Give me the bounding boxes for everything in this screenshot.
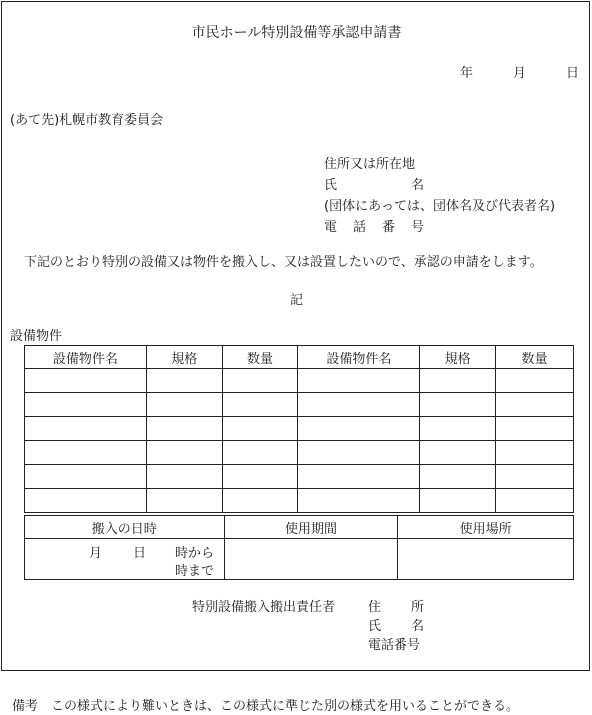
table-cell[interactable] (222, 489, 298, 513)
table-cell[interactable] (222, 369, 298, 393)
table-cell[interactable] (496, 489, 574, 513)
col-item-name: 設備物件名 (25, 346, 147, 369)
table-cell[interactable] (222, 465, 298, 489)
table-cell[interactable] (222, 393, 298, 417)
from-hour-label: 時から (175, 546, 215, 561)
to-hour-label: 時まで (175, 564, 215, 579)
table-cell[interactable] (496, 417, 574, 441)
table-cell[interactable] (420, 417, 496, 441)
table-cell[interactable] (25, 489, 147, 513)
schedule-header-row (25, 516, 574, 539)
date-day: 日 (565, 66, 579, 81)
col-quantity: 数量 (222, 346, 298, 369)
date-line (460, 62, 579, 81)
responsible-address-label: 住 所 (368, 600, 424, 615)
table-cell[interactable] (146, 369, 222, 393)
applicant-name-label: 氏 名 (324, 178, 424, 193)
table-cell[interactable] (420, 465, 496, 489)
form-title: 市民ホール特別設備等承認申請書 (191, 25, 402, 41)
applicant-block (324, 154, 555, 238)
date-month: 月 (512, 66, 526, 81)
schedule-row (25, 539, 574, 580)
usage-period-cell[interactable] (224, 539, 398, 580)
table-cell[interactable] (420, 441, 496, 465)
table-cell[interactable] (25, 465, 147, 489)
applicant-group-note: (団体にあっては、団体名及び代表者名) (324, 199, 556, 214)
col-usage-place: 使用場所 (398, 516, 574, 539)
table-cell[interactable] (496, 393, 574, 417)
table-cell[interactable] (25, 393, 147, 417)
responsible-name-label: 氏 名 (368, 619, 424, 634)
table-cell[interactable] (420, 393, 496, 417)
usage-place-cell[interactable] (398, 539, 574, 580)
day-label: 日 (133, 546, 147, 561)
items-header-row (25, 346, 574, 369)
table-cell[interactable] (25, 417, 147, 441)
table-cell[interactable] (146, 393, 222, 417)
col-spec: 規格 (146, 346, 222, 369)
col-usage-period: 使用期間 (224, 516, 398, 539)
table-cell[interactable] (25, 369, 147, 393)
applicant-phone-label: 電 話 番 号 (324, 220, 424, 235)
responsible-label: 特別設備搬入搬出責任者 (192, 600, 336, 615)
table-cell[interactable] (298, 465, 420, 489)
table-row (25, 417, 574, 441)
items-table (24, 345, 574, 513)
table-cell[interactable] (298, 489, 420, 513)
table-cell[interactable] (146, 465, 222, 489)
table-cell[interactable] (496, 369, 574, 393)
table-cell[interactable] (420, 489, 496, 513)
table-cell[interactable] (420, 369, 496, 393)
items-table-title: 設備物件 (10, 329, 63, 344)
responsible-person-block (192, 598, 424, 655)
form-frame (1, 1, 590, 671)
month-label: 月 (89, 546, 103, 561)
table-cell[interactable] (496, 465, 574, 489)
addressee: (あて先)札幌市教育委員会 (10, 113, 164, 128)
table-cell[interactable] (146, 417, 222, 441)
table-cell[interactable] (222, 441, 298, 465)
request-statement: 下記のとおり特別の設備又は物件を搬入し、又は設置したいので、承認の申請をします。 (24, 255, 543, 270)
table-cell[interactable] (222, 417, 298, 441)
col-quantity-2: 数量 (496, 346, 574, 369)
table-cell[interactable] (298, 441, 420, 465)
table-cell[interactable] (298, 393, 420, 417)
table-row (25, 465, 574, 489)
ki-heading: 記 (289, 293, 303, 308)
table-cell[interactable] (25, 441, 147, 465)
table-row (25, 441, 574, 465)
col-item-name-2: 設備物件名 (298, 346, 420, 369)
schedule-table (24, 515, 574, 580)
date-year: 年 (459, 66, 473, 81)
applicant-address-label: 住所又は所在地 (324, 157, 416, 172)
table-cell[interactable] (496, 441, 574, 465)
table-cell[interactable] (146, 441, 222, 465)
col-spec-2: 規格 (420, 346, 496, 369)
responsible-phone-label: 電話番号 (368, 638, 421, 653)
table-cell[interactable] (298, 417, 420, 441)
table-row (25, 489, 574, 513)
footnote: 備考 この様式により難いときは、この様式に準じた別の様式を用いることができる。 (12, 699, 520, 714)
delivery-datetime-cell[interactable] (25, 539, 225, 580)
table-row (25, 393, 574, 417)
col-delivery-datetime: 搬入の日時 (25, 516, 225, 539)
table-cell[interactable] (298, 369, 420, 393)
table-row (25, 369, 574, 393)
table-cell[interactable] (146, 489, 222, 513)
